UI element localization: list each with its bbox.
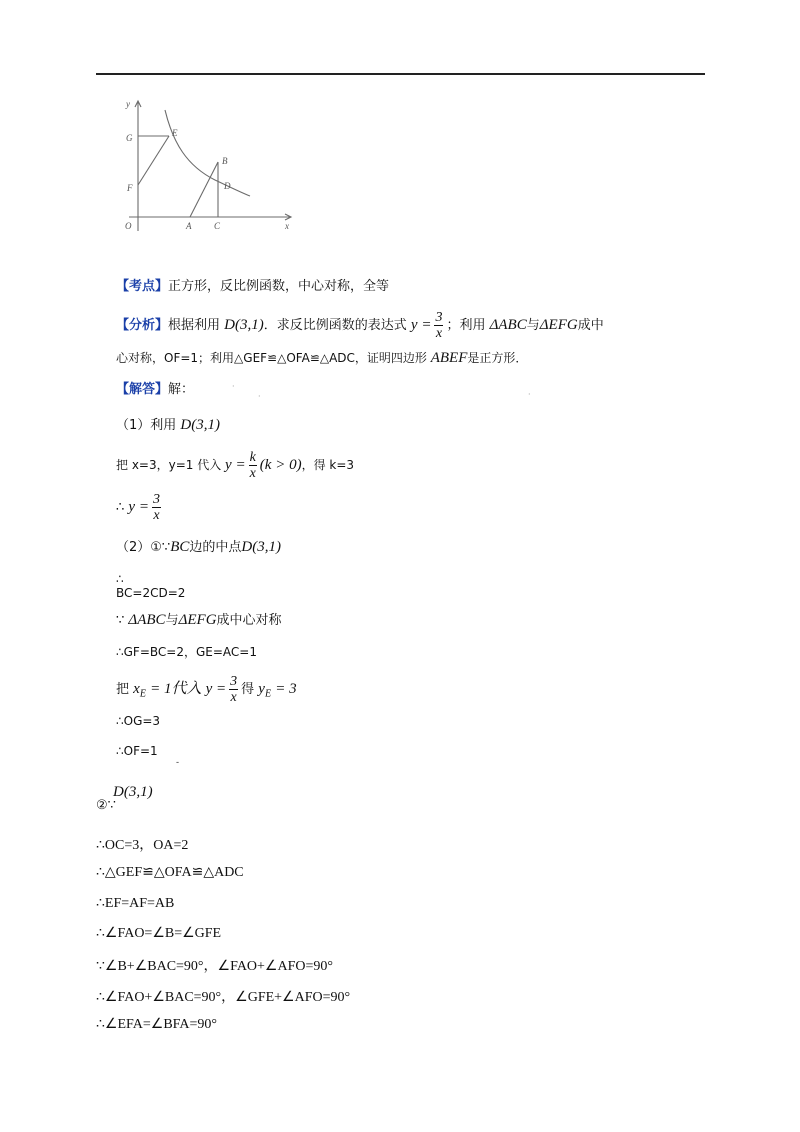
part2-lead: ②∵: [96, 798, 116, 813]
fenxi-line2-a: 心对称，OF=1；利用△GEF≌△OFA≌△ADC，证明四边形: [116, 351, 427, 365]
sol-l4-text-a: （2）①∵: [116, 540, 171, 555]
fenxi-point-d: D(3,1): [224, 317, 264, 333]
sol-l8-ye: y: [258, 681, 265, 697]
sol-line-10: ∴OF=1: [116, 744, 158, 758]
fenxi-y-lhs: y =: [410, 317, 432, 333]
sol-line-9: ∴OG=3: [116, 714, 161, 728]
sol-l8-den: x: [230, 690, 237, 705]
label-G: G: [126, 133, 133, 143]
sol-l5-text: BC=2CD=2: [116, 586, 186, 600]
scan-artifact: ·: [528, 390, 531, 399]
fenxi-fraction: [434, 310, 443, 341]
sol-line-4: [116, 538, 281, 557]
fenxi-text-1: 根据利用: [168, 318, 221, 333]
sol-l8-x-sub: E: [139, 688, 146, 700]
segment-AB: [190, 162, 218, 217]
sol-l8-text-d: = 3: [275, 681, 297, 697]
sol-l5-therefore: ∴: [116, 572, 124, 586]
sol-l8-text-b: = 1代入: [150, 681, 202, 697]
sol-l2-den: x: [249, 466, 256, 481]
sol-l6-text: 成中心对称: [216, 613, 282, 628]
jieda-tag: 【解答】: [116, 382, 169, 397]
sol-l2-condition: (k > 0): [259, 457, 302, 473]
fenxi-line2-b: 是正方形．: [467, 351, 528, 365]
label-C: C: [214, 221, 221, 231]
sol-l8-ye-sub: E: [264, 688, 272, 700]
sol-l8-y: y =: [205, 681, 227, 697]
sol-l3-y: y =: [128, 499, 149, 515]
fenxi-quad-abef: ABEF: [430, 350, 468, 366]
sol-line-1: [116, 416, 220, 435]
sol-l8-text-a: 把: [116, 682, 130, 697]
sol-l2-fraction: [249, 450, 257, 481]
sol-line-6: [116, 611, 282, 630]
fenxi-line-2: [116, 349, 527, 367]
label-O: O: [125, 221, 132, 231]
sol-l6-triangle-efg: ΔEFG: [178, 612, 217, 628]
sol-line-8: [116, 672, 297, 712]
sol-l8-text-c: 得: [241, 682, 255, 697]
fenxi-text-2: ．求反比例函数的表达式: [263, 318, 407, 333]
sol-l1-text: （1）利用: [116, 418, 177, 433]
sol-l2-y: y =: [225, 457, 246, 473]
label-F: F: [127, 183, 133, 193]
kaodian-tag: 【考点】: [116, 279, 169, 294]
sol-l2-text-a: 把 x=3，y=1 代入: [116, 458, 222, 472]
fenxi-text-4: 成中: [577, 318, 604, 333]
kaodian-text: 正方形，反比例函数，中心对称，全等: [168, 279, 390, 294]
sol-l6-yu: 与: [165, 613, 179, 628]
part2-proof-line: ∴EF=AF=AB: [96, 896, 175, 911]
sol-l4-bc: BC: [170, 539, 190, 555]
scan-artifact: ·: [258, 392, 261, 401]
part2-point: D(3,1): [113, 784, 153, 800]
function-graph-figure: [115, 98, 295, 236]
part2-proof-line: ∴∠EFA=∠BFA=90°: [96, 1017, 218, 1032]
sol-l3-therefore: ∴: [116, 500, 125, 515]
sol-line-2: [116, 448, 354, 482]
label-D: D: [224, 181, 231, 191]
label-x: x: [285, 221, 289, 231]
sol-line-3: [116, 490, 164, 525]
sol-l2-num: k: [249, 450, 256, 465]
sol-line-5: [116, 572, 185, 600]
scan-artifact: -: [176, 758, 180, 768]
sol-l8-x: x: [133, 681, 140, 697]
sol-l8-num: 3: [230, 674, 238, 689]
sol-l6-because: ∵: [116, 613, 125, 628]
sol-l4-point: D(3,1): [241, 539, 281, 555]
sol-l3-num: 3: [152, 492, 160, 507]
fenxi-yu: 与: [526, 318, 540, 333]
fenxi-fraction-num: 3: [435, 310, 443, 325]
sol-l1-point: D(3,1): [180, 417, 220, 433]
jieda-text: 解：: [168, 382, 195, 397]
part2-proof-line: ∴△GEF≌△OFA≌△ADC: [96, 865, 244, 880]
fenxi-tag: 【分析】: [116, 318, 169, 333]
sol-l3-fraction: [152, 492, 161, 523]
sol-l2-text-b: ，得 k=3: [301, 458, 355, 472]
fenxi-triangle-abc: ΔABC: [489, 317, 527, 333]
part2-proof-line: ∴∠FAO+∠BAC=90°，∠GFE+∠AFO=90°: [96, 990, 351, 1005]
label-E: E: [172, 128, 178, 138]
scan-artifact: ·: [232, 382, 235, 391]
fenxi-fraction-den: x: [435, 326, 443, 341]
sol-l6-triangle-abc: ΔABC: [128, 612, 166, 628]
sol-l4-text-b: 边的中点: [189, 540, 242, 555]
jieda-line: [116, 381, 194, 399]
sol-line-7: ∴GF=BC=2，GE=AC=1: [116, 645, 257, 659]
fenxi-triangle-efg: ΔEFG: [539, 317, 578, 333]
part2-proof-line: ∴OC=3，OA=2: [96, 838, 189, 853]
header-rule: [96, 73, 705, 75]
sol-l3-den: x: [153, 508, 160, 523]
label-y: y: [126, 99, 130, 109]
fenxi-line-1: [116, 308, 604, 343]
kaodian-line: [116, 278, 389, 296]
part2-proof-line: ∴∠FAO=∠B=∠GFE: [96, 926, 222, 941]
fenxi-text-3: ；利用: [446, 318, 486, 333]
sol-l8-fraction: [229, 674, 238, 705]
part2-proof-line: ∵∠B+∠BAC=90°，∠FAO+∠AFO=90°: [96, 959, 333, 974]
label-B: B: [222, 156, 228, 166]
label-A: A: [186, 221, 192, 231]
segment-FE: [138, 136, 169, 185]
